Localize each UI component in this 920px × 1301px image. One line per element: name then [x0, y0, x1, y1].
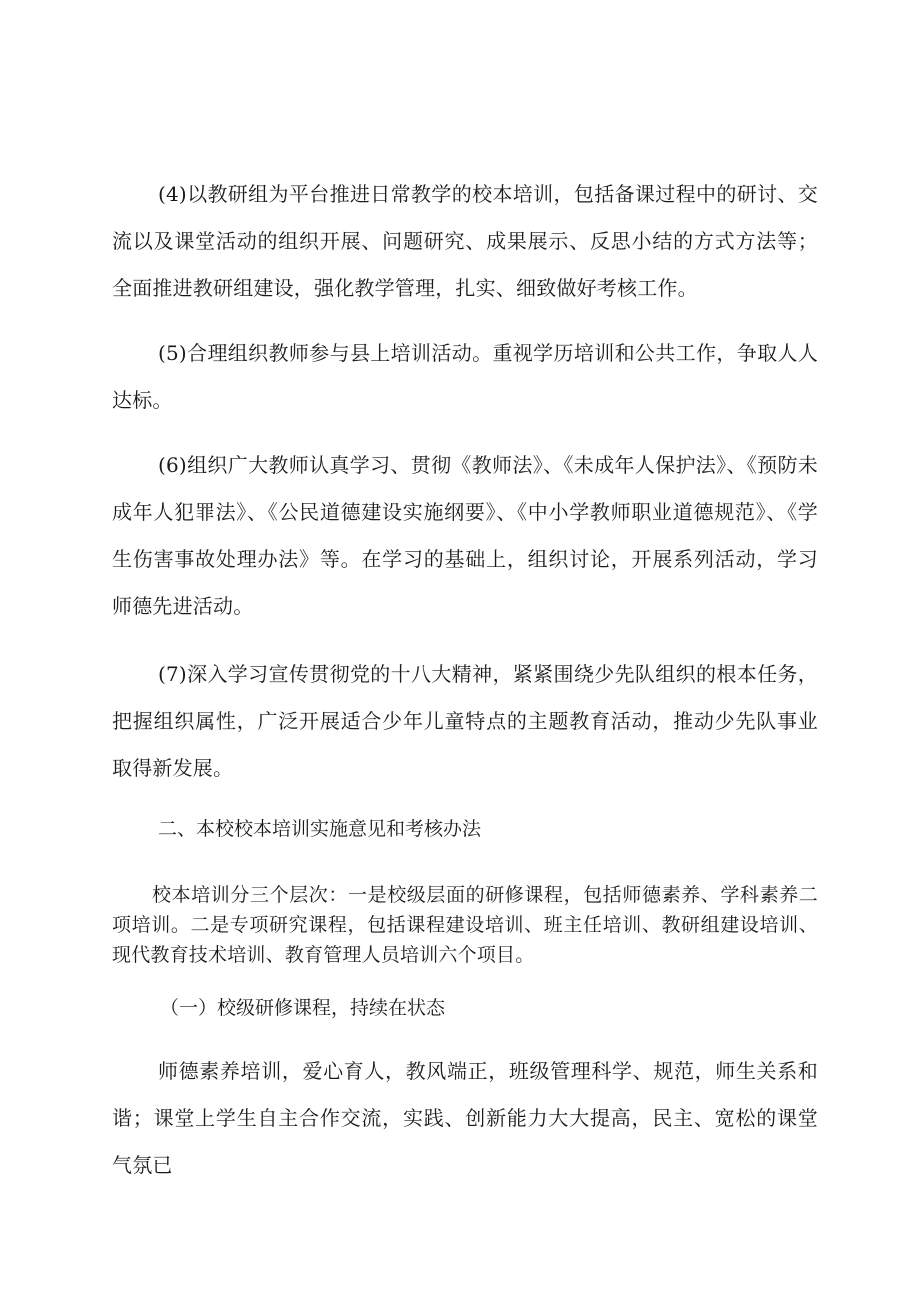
intro-paragraph: 校本培训分三个层次：一是校级层面的研修课程，包括师德素养、学科素养二项培训。二是专项研究课程，包括课程建设培训、班主任培训、教研组建设培训、现代教育技术培训、教育管理人员培训六个项目。 — [112, 884, 818, 966]
paragraph-item-7: (7)深入学习宣传贯彻党的十八大精神，紧紧围绕少先队组织的根本任务，把握组织属性，广泛开展适合少年儿童特点的主题教育活动，推动少先队事业取得新发展。 — [112, 662, 818, 780]
final-paragraph: 师德素养培训，爱心育人，教风端正，班级管理科学、规范，师生关系和谐；课堂上学生自主合作交流，实践、创新能力大大提高，民主、宽松的课堂气氛已 — [112, 1059, 818, 1177]
paragraph-item-5: (5)合理组织教师参与县上培训活动。重视学历培训和公共工作，争取人人达标。 — [112, 341, 818, 412]
paragraph-item-4: (4)以教研组为平台推进日常教学的校本培训，包括备课过程中的研讨、交流以及课堂活动的组织开展、问题研究、成果展示、反思小结的方式方法等；全面推进教研组建设，强化教学管理，扎实、细致做好考核工作。 — [112, 182, 818, 300]
section-heading: 二、本校校本培训实施意见和考核办法 — [158, 818, 482, 840]
subsection-heading: （一）校级研修课程，持续在状态 — [160, 997, 446, 1019]
paragraph-item-6: (6)组织广大教师认真学习、贯彻《教师法》、《未成年人保护法》、《预防未成年人犯罪法》、《公民道德建设实施纲要》、《中小学教师职业道德规范》、《学生伤害事故处理办法》等。在学习的基础上，组织讨论，开展系列活动，学习师德先进活动。 — [112, 453, 818, 618]
